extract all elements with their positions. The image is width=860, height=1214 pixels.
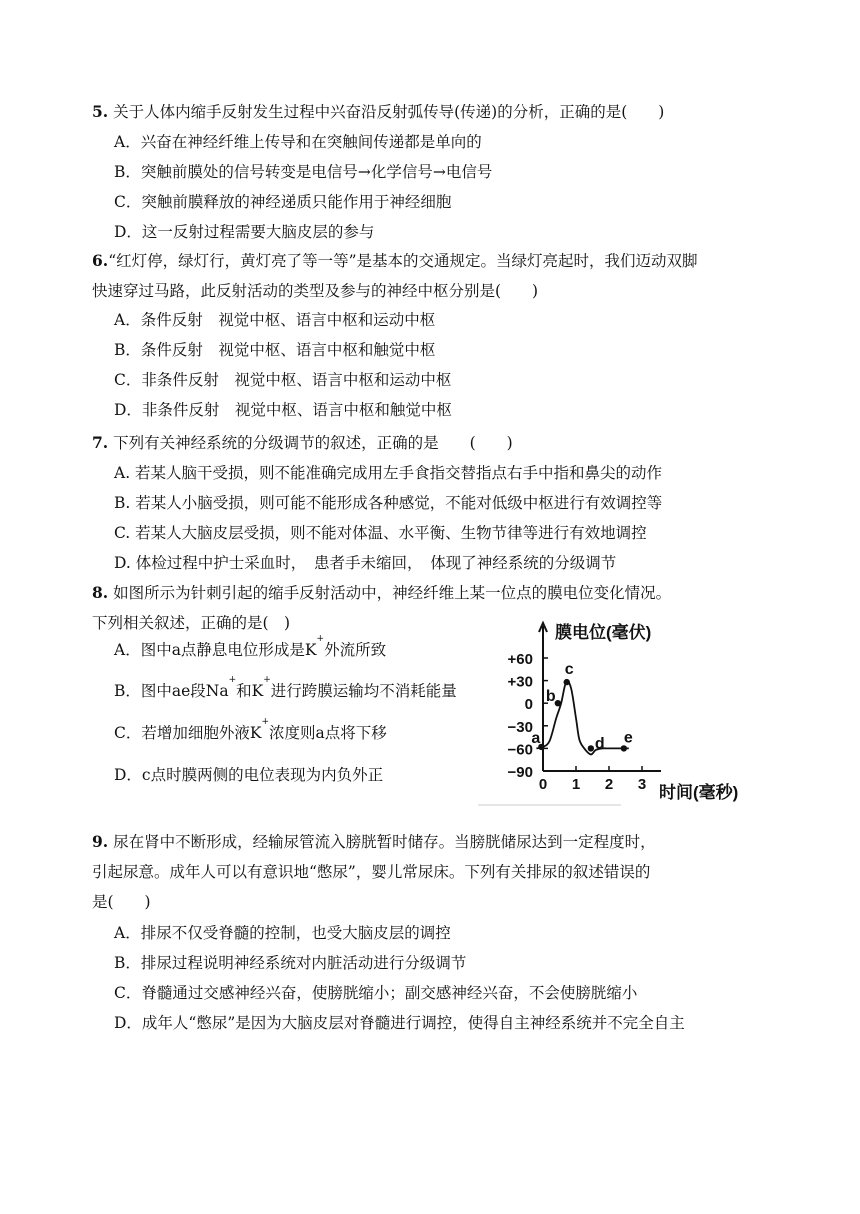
x-tick-label: 3 [637, 776, 647, 793]
q5-option-a: A．兴奋在神经纤维上传导和在突触间传递都是单向的 [114, 133, 482, 151]
question-number: 6. [92, 251, 109, 270]
q6-option-a: A．条件反射 视觉中枢、语言中枢和运动中枢 [114, 311, 436, 329]
question-9-stem-cont-2: 是( ) [92, 893, 151, 911]
q9-option-b: B．排尿过程说明神经系统对内脏活动进行分级调节 [114, 954, 467, 972]
point-c [564, 679, 570, 685]
x-tick-label: 0 [538, 776, 548, 793]
question-9-stem-cont-1: 引起尿意。成年人可以有意识地“憋尿”，婴儿常尿床。下列有关排尿的叙述错误的 [92, 863, 651, 881]
q8-option-b: B．图中ae段Na+和K+进行跨膜运输均不消耗能量 [114, 675, 457, 700]
x-tick-label: 1 [571, 776, 581, 793]
point-label-e: e [623, 729, 633, 747]
question-number: 8. [92, 583, 109, 602]
q7-option-b: B. 若某人小脑受损，则可能不能形成各种感觉，不能对低级中枢进行有效调控等 [114, 494, 663, 512]
q6-option-b: B．条件反射 视觉中枢、语言中枢和触觉中枢 [114, 341, 436, 359]
question-number: 9. [92, 832, 109, 851]
y-axis-label: 膜电位(毫伏) [555, 623, 652, 642]
question-text: 尿在肾中不断形成，经输尿管流入膀胱暂时储存。当膀胱储尿达到一定程度时， [108, 833, 656, 851]
q9-option-d: D．成年人“憋尿”是因为大脑皮层对脊髓进行调控，使得自主神经系统并不完全自主 [114, 1014, 685, 1032]
question-number: 5. [92, 102, 109, 121]
question-8-stem [92, 582, 671, 604]
point-label-d: d [594, 735, 605, 753]
y-tick-label: −90 [507, 764, 533, 781]
point-label-c: c [564, 661, 574, 679]
q5-option-d: D．这一反射过程需要大脑皮层的参与 [114, 223, 375, 241]
q5-option-c: C．突触前膜释放的神经递质只能作用于神经细胞 [114, 193, 452, 211]
y-tick-label: +60 [507, 651, 533, 668]
question-text: 下列有关神经系统的分级调节的叙述，正确的是 ( ) [108, 434, 513, 452]
question-9-stem [92, 831, 656, 853]
point-d [588, 745, 594, 751]
point-label-a: a [531, 729, 541, 747]
q8-option-d: D．c点时膜两侧的电位表现为内负外正 [114, 766, 384, 784]
q8-option-a: A．图中a点静息电位形成是K+外流所致 [114, 634, 387, 659]
question-7-stem [92, 432, 513, 454]
q9-option-c: C．脊髓通过交感神经兴奋，使膀胱缩小；副交感神经兴奋，不会使膀胱缩小 [114, 984, 638, 1002]
question-6-stem-cont: 快速穿过马路，此反射活动的类型及参与的神经中枢分别是( ) [92, 282, 539, 300]
question-8-stem-cont: 下列相关叙述，正确的是( ) [92, 614, 291, 632]
y-tick-label: 0 [524, 696, 533, 714]
membrane-potential-chart [476, 618, 766, 808]
q7-option-d: D. 体检过程中护士采血时， 患者手未缩回， 体现了神经系统的分级调节 [114, 554, 617, 572]
question-text: “红灯停，绿灯行，黄灯亮了等一等”是基本的交通规定。当绿灯亮起时，我们迈动双脚 [108, 252, 698, 270]
x-axis-label: 时间(毫秒) [659, 783, 739, 802]
q6-option-c: C．非条件反射 视觉中枢、语言中枢和运动中枢 [114, 371, 452, 389]
q7-option-a: A. 若某人脑干受损，则不能准确完成用左手食指交替指点右手中指和鼻尖的动作 [114, 464, 663, 482]
q6-option-d: D．非条件反射 视觉中枢、语言中枢和触觉中枢 [114, 401, 452, 419]
q9-option-a: A．排尿不仅受脊髓的控制，也受大脑皮层的调控 [114, 924, 451, 942]
y-tick-label: −30 [507, 718, 533, 736]
point-label-b: b [545, 688, 556, 706]
q5-option-b: B．突触前膜处的信号转变是电信号→化学信号→电信号 [114, 163, 493, 181]
question-text: 如图所示为针刺引起的缩手反射活动中，神经纤维上某一位点的膜电位变化情况。 [108, 584, 672, 602]
question-text: 关于人体内缩手反射发生过程中兴奋沿反射弧传导(传递)的分析，正确的是( ) [108, 103, 665, 121]
x-tick-label: 2 [604, 776, 614, 793]
question-5-stem [92, 101, 664, 123]
q7-option-c: C. 若某人大脑皮层受损，则不能对体温、水平衡、生物节律等进行有效地调控 [114, 524, 647, 542]
q8-option-c: C．若增加细胞外液K+浓度则a点将下移 [114, 717, 387, 742]
question-number: 7. [92, 433, 109, 452]
question-6-stem [92, 250, 698, 272]
y-tick-label: −60 [507, 741, 533, 759]
y-tick-label: +30 [507, 673, 533, 691]
